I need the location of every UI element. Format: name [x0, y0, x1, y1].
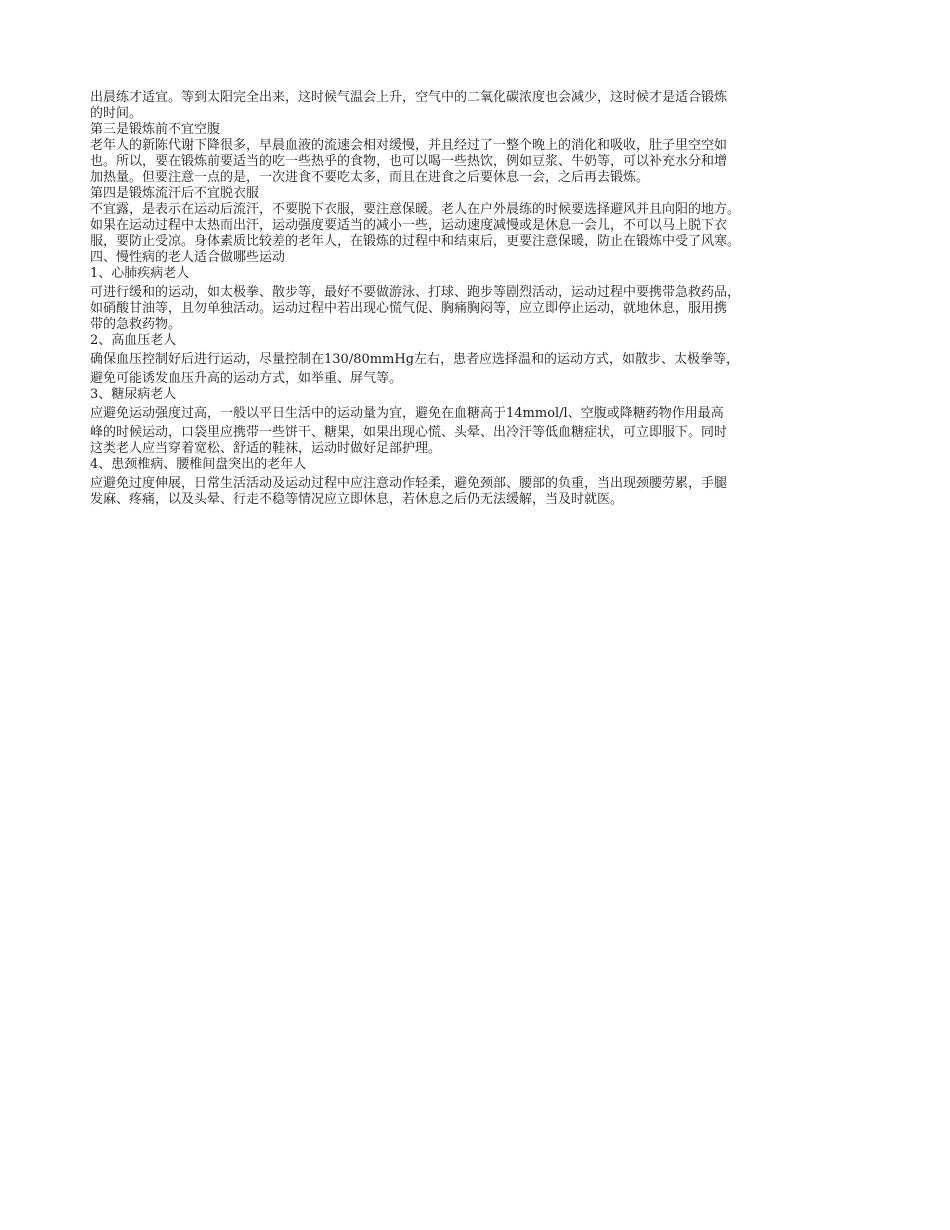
paragraph-line: 带的急救药物。	[90, 317, 182, 332]
paragraph-line: 应避免运动强度过高，一般以平日生活中的运动量为宜，避免在血糖高于14mmol/l、空腹或降糖药物作用最高	[90, 406, 724, 421]
paragraph-line: 如果在运动过程中太热而出汗，运动强度要适当的减小一些，运动速度减慢或是休息一会儿，不可以马上脱下衣	[90, 218, 728, 233]
paragraph-line: 发麻、疼痛，以及头晕、行走不稳等情况应立即休息，若休息之后仍无法缓解，当及时就医。	[90, 492, 624, 507]
section-heading: 第四是锻炼流汗后不宜脱衣服	[90, 186, 260, 201]
paragraph-line: 确保血压控制好后进行运动，尽量控制在130/80mmHg左右，患者应选择温和的运动方式，如散步、太极拳等，	[90, 352, 740, 367]
paragraph-line: 也。所以，要在锻炼前要适当的吃一些热乎的食物，也可以喝一些热饮，例如豆浆、牛奶等，可以补充水分和增	[90, 154, 728, 169]
paragraph-line: 这类老人应当穿着宽松、舒适的鞋袜，运动时做好足部护理。	[90, 441, 442, 456]
section-heading: 第三是锻炼前不宜空腹	[90, 122, 221, 137]
paragraph-line: 可进行缓和的运动，如太极拳、散步等，最好不要做游泳、打球、跑步等剧烈活动，运动过程中要携带急救药品，	[90, 285, 741, 300]
paragraph-line: 加热量。但要注意一点的是，一次进食不要吃太多，而且在进食之后要休息一会，之后再去锻炼。	[90, 170, 650, 185]
document-body	[90, 90, 862, 508]
paragraph-line: 不宜露，是表示在运动后流汗，不要脱下衣服，要注意保暖。老人在户外晨练的时候要选择避风并且向阳的地方。	[90, 202, 741, 217]
paragraph-line: 避免可能诱发血压升高的运动方式，如举重、屏气等。	[90, 371, 403, 386]
subsection-heading: 1、心肺疾病老人	[90, 266, 190, 281]
paragraph-line: 应避免过度伸展，日常生活活动及运动过程中应注意动作轻柔，避免颈部、腰部的负重，当出现颈腰劳累，手腿	[90, 476, 728, 491]
paragraph-line: 峰的时候运动，口袋里应携带一些饼干、糖果，如果出现心慌、头晕、出冷汗等低血糖症状，可立即服下。同时	[90, 425, 728, 440]
subsection-heading: 4、患颈椎病、腰椎间盘突出的老年人	[90, 457, 307, 472]
subsection-heading: 3、糖尿病老人	[90, 387, 177, 402]
paragraph-line: 的时间。	[90, 106, 143, 121]
paragraph-line: 服，要防止受凉。身体素质比较差的老年人，在锻炼的过程中和结束后，更要注意保暖，防止在锻炼中受了风寒。	[90, 234, 741, 249]
section-heading: 四、慢性病的老人适合做哪些运动	[90, 250, 286, 265]
subsection-heading: 2、高血压老人	[90, 333, 177, 348]
paragraph-line: 老年人的新陈代谢下降很多，早晨血液的流速会相对缓慢，并且经过了一整个晚上的消化和吸收，肚子里空空如	[90, 138, 728, 153]
paragraph-line: 出晨练才适宜。等到太阳完全出来，这时候气温会上升，空气中的二氧化碳浓度也会减少，这时候才是适合锻炼	[90, 90, 728, 105]
paragraph-line: 如硝酸甘油等，且勿单独活动。运动过程中若出现心慌气促、胸痛胸闷等，应立即停止运动，就地休息，服用携	[90, 301, 728, 316]
